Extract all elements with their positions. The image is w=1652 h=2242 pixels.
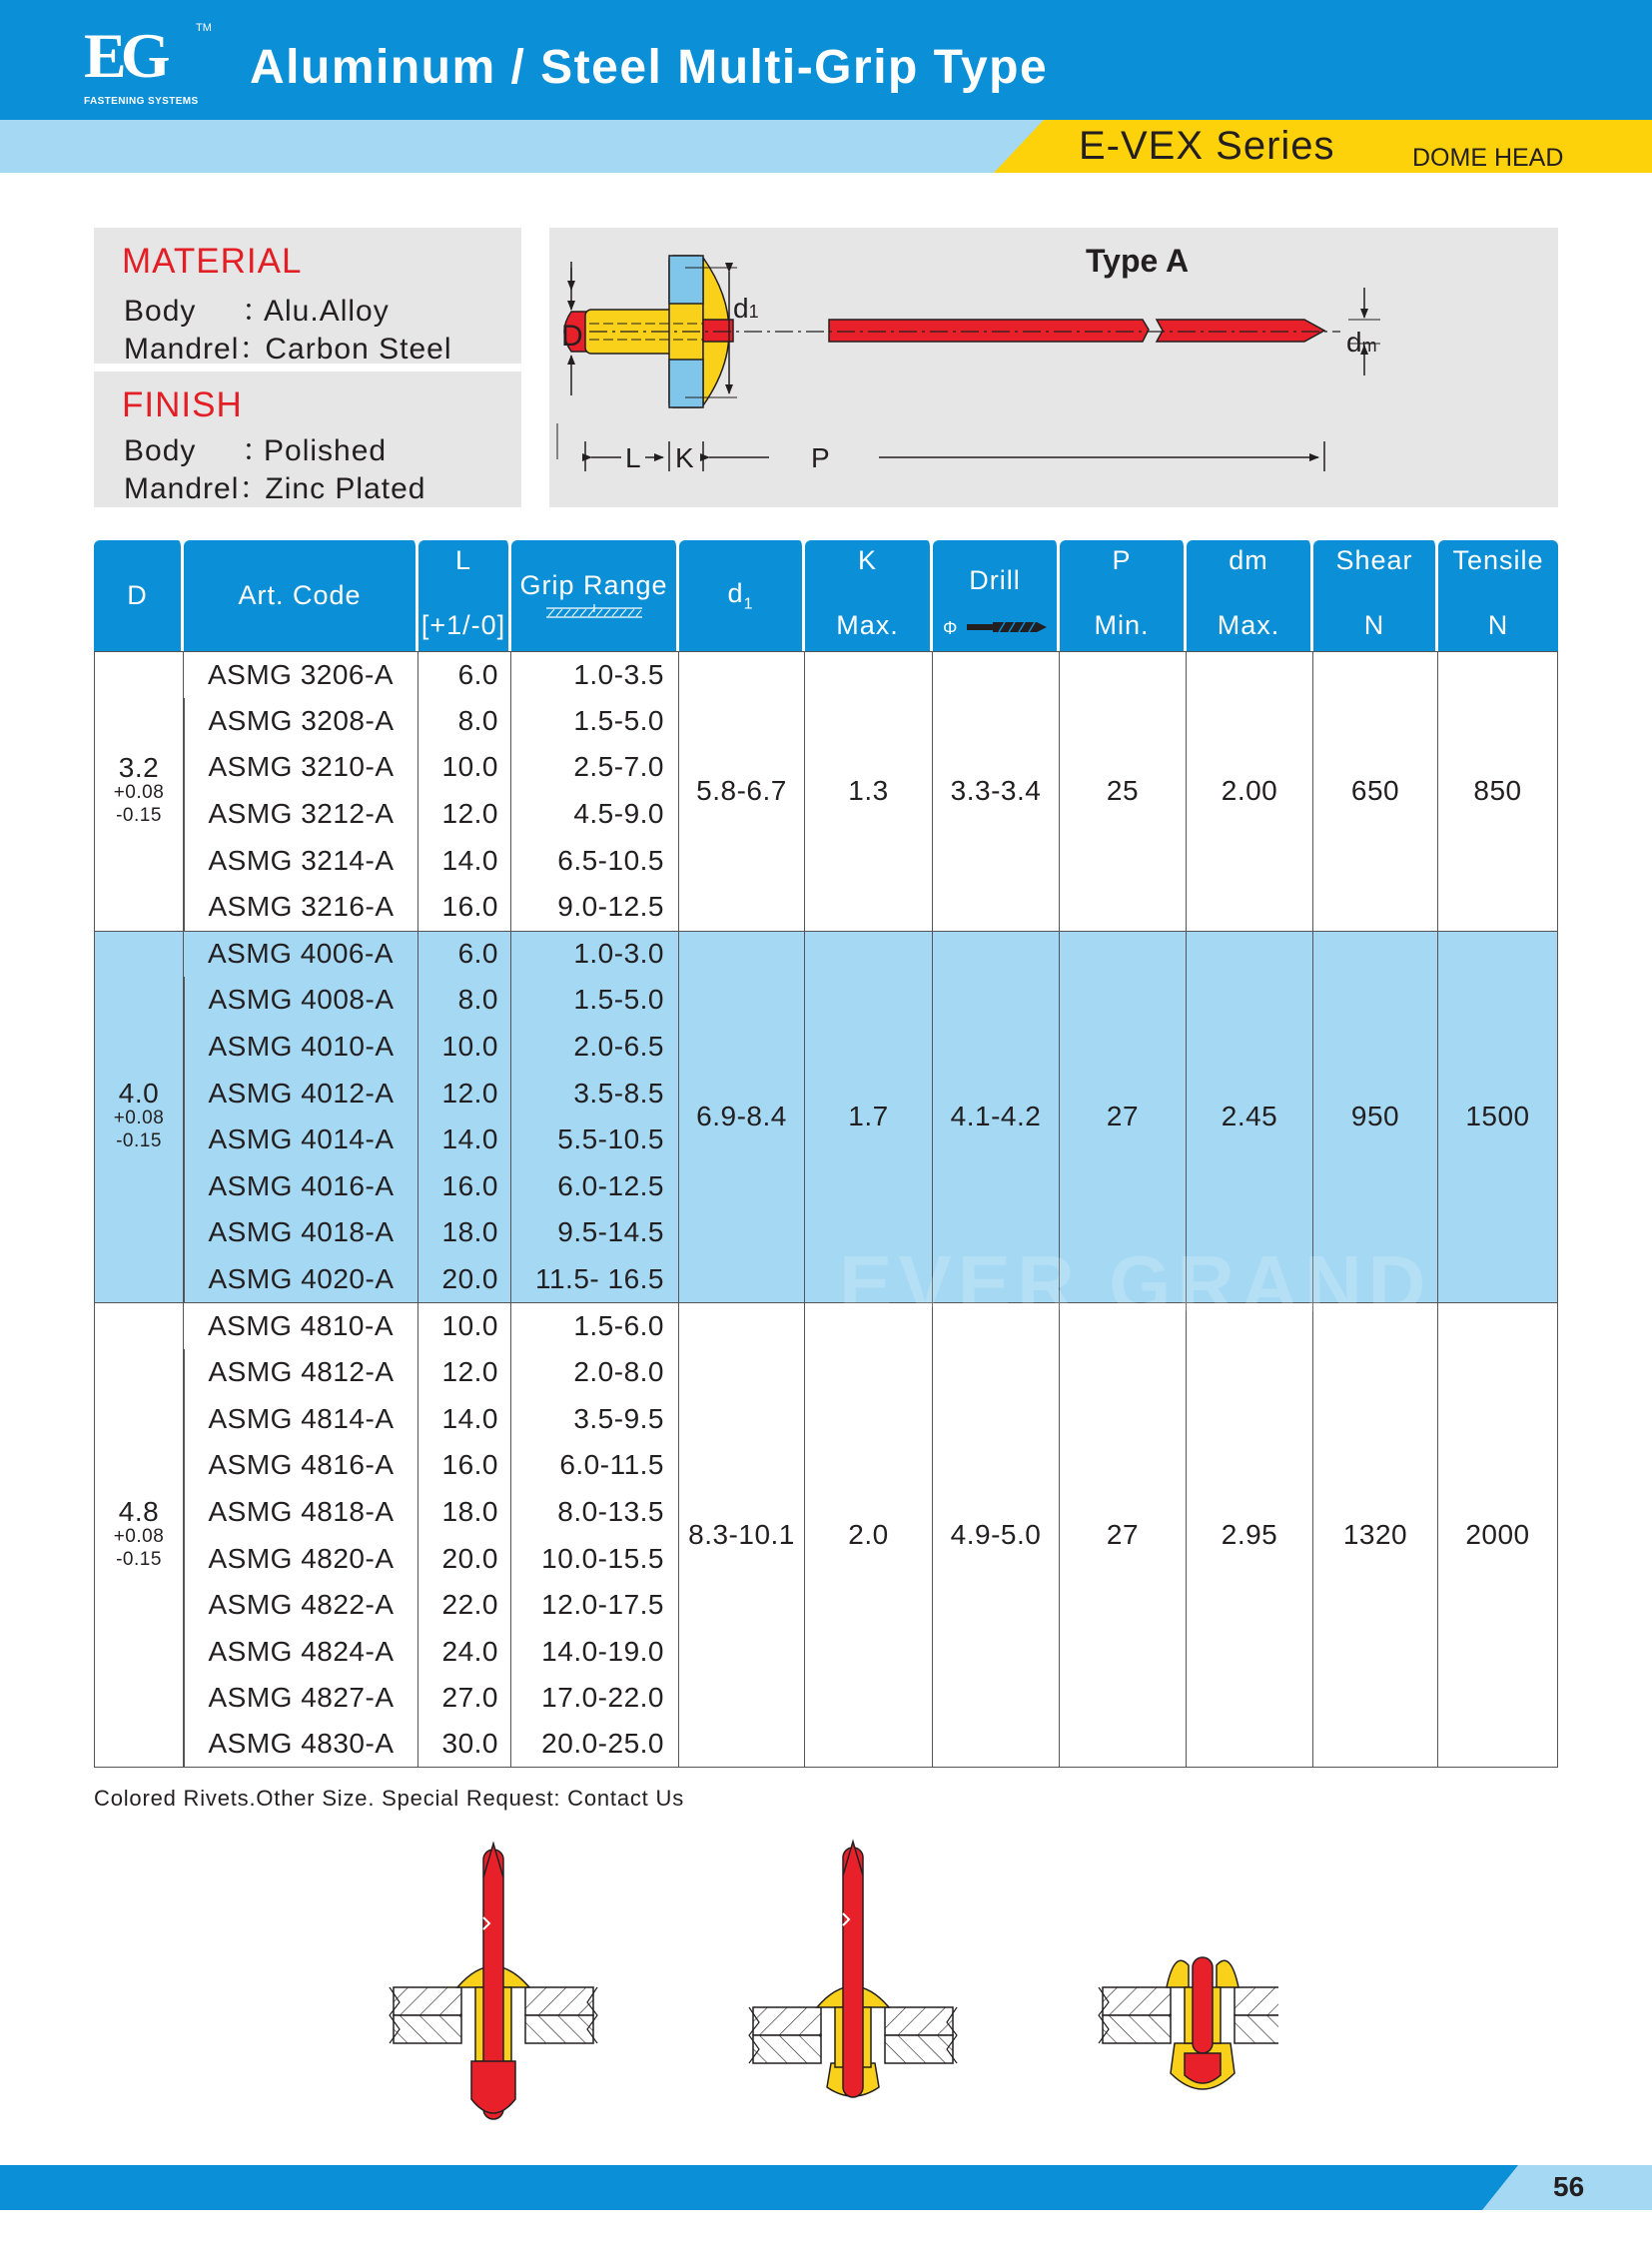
art-code-cell: ASMG 4810-A <box>184 1302 418 1349</box>
length-cell: 12.0 <box>418 1070 511 1117</box>
grip-range-cell: 3.5-8.5 <box>511 1070 679 1117</box>
length-cell: 14.0 <box>418 1396 511 1443</box>
grip-range-icon <box>546 604 642 620</box>
col-header-grip-range: Grip Range <box>511 540 679 651</box>
length-cell: 12.0 <box>418 791 511 838</box>
col-header-shear: Shear N <box>1313 540 1438 651</box>
col-header-dm: dm Max. <box>1187 540 1313 651</box>
l-label: L <box>625 442 641 473</box>
finish-title: FINISH <box>122 385 243 424</box>
length-cell: 24.0 <box>418 1628 511 1675</box>
material-mandrel-label: Mandrel <box>124 333 240 366</box>
rivet-diagram-panel <box>549 228 1558 507</box>
page-title: Aluminum / Steel Multi-Grip Type <box>250 41 1049 94</box>
finish-mandrel-label: Mandrel <box>124 472 240 505</box>
art-code-cell: ASMG 4818-A <box>184 1489 418 1536</box>
art-code-cell: ASMG 4016-A <box>184 1163 418 1210</box>
length-cell: 30.0 <box>418 1722 511 1769</box>
length-cell: 10.0 <box>418 1024 511 1071</box>
material-body-sep: ： <box>242 295 273 328</box>
table-row <box>94 931 1558 978</box>
diagram-title: Type A <box>1086 243 1190 279</box>
shear-cell: 950 <box>1313 931 1438 1303</box>
art-code-cell: ASMG 4830-A <box>184 1722 418 1769</box>
material-mandrel-value: Carbon Steel <box>265 333 452 366</box>
logo-trademark: TM <box>196 22 212 34</box>
art-code-cell: ASMG 4822-A <box>184 1582 418 1629</box>
mandrel-diameter-cell: 2.95 <box>1187 1302 1313 1768</box>
drill-bit-icon <box>967 620 1047 634</box>
art-code-cell: ASMG 3210-A <box>184 744 418 791</box>
grip-range-cell: 4.5-9.0 <box>511 791 679 838</box>
art-code-cell: ASMG 4827-A <box>184 1675 418 1722</box>
art-code-cell: ASMG 3212-A <box>184 791 418 838</box>
head-diameter-cell: 6.9-8.4 <box>679 931 805 1303</box>
col-header-drill: Drill Φ <box>933 540 1060 651</box>
art-code-cell: ASMG 3216-A <box>184 884 418 931</box>
art-code-cell: ASMG 4816-A <box>184 1442 418 1489</box>
table-header-row <box>94 540 1558 651</box>
material-panel <box>94 228 521 364</box>
length-cell: 16.0 <box>418 884 511 931</box>
tensile-cell: 850 <box>1438 651 1558 931</box>
length-cell: 27.0 <box>418 1675 511 1722</box>
k-label: K <box>675 442 694 473</box>
material-title: MATERIAL <box>122 242 303 281</box>
diameter-cell: 4.8 +0.08 -0.15 <box>94 1302 184 1768</box>
art-code-cell: ASMG 4006-A <box>184 931 418 978</box>
head-height-cell: 1.3 <box>805 651 933 931</box>
length-cell: 16.0 <box>418 1163 511 1210</box>
shear-cell: 1320 <box>1313 1302 1438 1768</box>
grip-range-cell: 20.0-25.0 <box>511 1722 679 1769</box>
grip-range-cell: 6.5-10.5 <box>511 837 679 884</box>
d1-label: d1 <box>733 293 759 324</box>
length-cell: 8.0 <box>418 977 511 1024</box>
grip-range-cell: 17.0-22.0 <box>511 1675 679 1722</box>
spec-table <box>94 540 1558 1768</box>
finish-mandrel-value: Zinc Plated <box>265 472 426 505</box>
p-label: P <box>811 442 830 473</box>
head-height-cell: 2.0 <box>805 1302 933 1768</box>
footnote: Colored Rivets.Other Size. Special Request: Contact Us <box>94 1786 684 1811</box>
drill-cell: 3.3-3.4 <box>933 651 1060 931</box>
grip-range-cell: 2.5-7.0 <box>511 744 679 791</box>
length-cell: 6.0 <box>418 651 511 698</box>
col-header-k: K Max. <box>805 540 933 651</box>
dm-label: dm <box>1346 327 1377 358</box>
series-name: E-VEX Series <box>1079 124 1335 168</box>
install-step-2 <box>749 1842 957 2097</box>
material-mandrel-row <box>124 324 452 368</box>
grip-range-cell: 1.0-3.0 <box>511 931 679 978</box>
mandrel-diameter-cell: 2.45 <box>1187 931 1313 1303</box>
rivet-dimension-diagram <box>549 228 1558 507</box>
length-cell: 8.0 <box>418 698 511 745</box>
grip-range-cell: 2.0-6.5 <box>511 1024 679 1071</box>
material-body-label: Body <box>124 295 197 328</box>
logo-mark: EG <box>84 20 165 91</box>
art-code-cell: ASMG 3208-A <box>184 698 418 745</box>
head-diameter-cell: 5.8-6.7 <box>679 651 805 931</box>
material-mandrel-sep: ： <box>239 333 271 366</box>
grip-range-cell: 12.0-17.5 <box>511 1582 679 1629</box>
drill-cell: 4.9-5.0 <box>933 1302 1060 1768</box>
head-diameter-cell: 8.3-10.1 <box>679 1302 805 1768</box>
logo-subtitle: FASTENING SYSTEMS <box>84 96 199 107</box>
tensile-cell: 1500 <box>1438 931 1558 1303</box>
grip-range-cell: 3.5-9.5 <box>511 1396 679 1443</box>
mandrel-length-cell: 27 <box>1060 931 1187 1303</box>
finish-body-sep: ： <box>242 434 273 467</box>
mandrel-length-cell: 25 <box>1060 651 1187 931</box>
art-code-cell: ASMG 4014-A <box>184 1117 418 1163</box>
mandrel-length-cell: 27 <box>1060 1302 1187 1768</box>
grip-range-cell: 9.5-14.5 <box>511 1209 679 1256</box>
art-code-cell: ASMG 4824-A <box>184 1628 418 1675</box>
page-number: 56 <box>1553 2171 1585 2202</box>
art-code-cell: ASMG 4010-A <box>184 1024 418 1071</box>
col-header-d1: $d_1$ <box>679 540 805 651</box>
material-body-value: Alu.Alloy <box>264 295 390 328</box>
grip-range-cell: 6.0-11.5 <box>511 1442 679 1489</box>
length-cell: 20.0 <box>418 1535 511 1582</box>
col-header-p: P Min. <box>1060 540 1187 651</box>
grip-range-cell: 1.5-5.0 <box>511 698 679 745</box>
col-header-l: L [+1/-0] <box>418 540 511 651</box>
finish-mandrel-sep: ： <box>239 472 271 505</box>
footer-bar <box>0 2165 1652 2210</box>
finish-panel <box>94 372 521 507</box>
art-code-cell: ASMG 4018-A <box>184 1209 418 1256</box>
finish-body-label: Body <box>124 434 197 467</box>
head-type: DOME HEAD <box>1412 144 1564 172</box>
installation-sequence <box>380 1838 1278 2137</box>
head-height-cell: 1.7 <box>805 931 933 1303</box>
grip-range-cell: 6.0-12.5 <box>511 1163 679 1210</box>
company-logo <box>84 20 224 114</box>
art-code-cell: ASMG 4020-A <box>184 1256 418 1303</box>
length-cell: 6.0 <box>418 931 511 978</box>
col-header-d: D <box>94 540 184 651</box>
art-code-cell: ASMG 3214-A <box>184 837 418 884</box>
length-cell: 18.0 <box>418 1489 511 1536</box>
grip-range-cell: 10.0-15.5 <box>511 1535 679 1582</box>
table-row <box>94 651 1558 698</box>
col-header-tensile: Tensile N <box>1438 540 1558 651</box>
diameter-cell: 3.2 +0.08 -0.15 <box>94 651 184 931</box>
grip-range-cell: 1.5-5.0 <box>511 977 679 1024</box>
install-step-3 <box>1099 1957 1278 2089</box>
grip-range-cell: 1.0-3.5 <box>511 651 679 698</box>
table-group-4-8 <box>94 1302 1558 1768</box>
d-label: D <box>561 320 583 353</box>
table-row <box>94 1302 1558 1349</box>
art-code-cell: ASMG 4814-A <box>184 1396 418 1443</box>
finish-mandrel-row <box>124 463 425 507</box>
length-cell: 20.0 <box>418 1256 511 1303</box>
art-code-cell: ASMG 4012-A <box>184 1070 418 1117</box>
length-cell: 16.0 <box>418 1442 511 1489</box>
tensile-cell: 2000 <box>1438 1302 1558 1768</box>
grip-range-cell: 9.0-12.5 <box>511 884 679 931</box>
length-cell: 22.0 <box>418 1582 511 1629</box>
length-cell: 10.0 <box>418 1302 511 1349</box>
length-cell: 12.0 <box>418 1349 511 1396</box>
length-cell: 18.0 <box>418 1209 511 1256</box>
diameter-cell: 4.0 +0.08 -0.15 <box>94 931 184 1303</box>
grip-range-cell: 11.5- 16.5 <box>511 1256 679 1303</box>
length-cell: 14.0 <box>418 1117 511 1163</box>
install-step-1 <box>390 1844 597 2119</box>
finish-body-value: Polished <box>264 434 388 467</box>
grip-range-cell: 2.0-8.0 <box>511 1349 679 1396</box>
table-group-3-2 <box>94 651 1558 931</box>
grip-range-cell: 8.0-13.5 <box>511 1489 679 1536</box>
length-cell: 10.0 <box>418 744 511 791</box>
shear-cell: 650 <box>1313 651 1438 931</box>
drill-cell: 4.1-4.2 <box>933 931 1060 1303</box>
length-dimensions <box>585 441 1324 471</box>
col-header-art-code: Art. Code <box>184 540 418 651</box>
art-code-cell: ASMG 4820-A <box>184 1535 418 1582</box>
mandrel-diameter-cell: 2.00 <box>1187 651 1313 931</box>
art-code-cell: ASMG 3206-A <box>184 651 418 698</box>
grip-range-cell: 5.5-10.5 <box>511 1117 679 1163</box>
art-code-cell: ASMG 4008-A <box>184 977 418 1024</box>
art-code-cell: ASMG 4812-A <box>184 1349 418 1396</box>
table-group-4-0 <box>94 931 1558 1303</box>
length-cell: 14.0 <box>418 837 511 884</box>
grip-range-cell: 14.0-19.0 <box>511 1628 679 1675</box>
grip-range-cell: 1.5-6.0 <box>511 1302 679 1349</box>
